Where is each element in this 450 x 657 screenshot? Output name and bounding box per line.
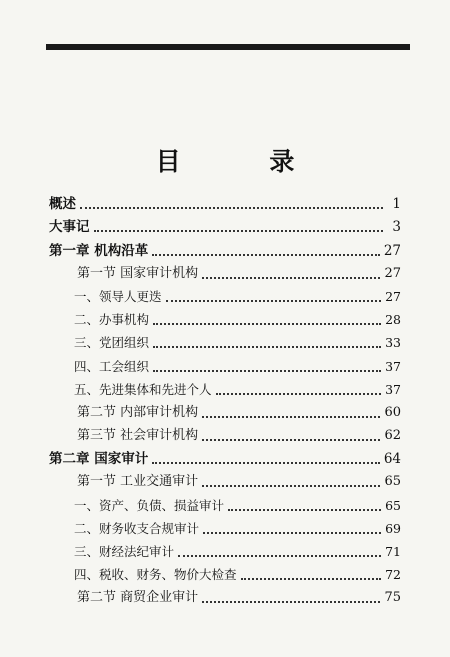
toc-entry-label: 概述 [49, 196, 76, 213]
page-title: 目 录 [155, 147, 335, 176]
toc-entry-page: 33 [385, 335, 401, 351]
dot-leader [202, 415, 380, 418]
toc-entry-page: 1 [392, 196, 401, 213]
toc-entry-page: 27 [384, 265, 401, 281]
toc-entry[interactable] [49, 235, 401, 258]
toc-entry-label: 五、先进集体和先进个人 [74, 381, 212, 397]
toc-entry-label: 三、财经法纪审计 [74, 544, 175, 559]
toc-entry-label: 一、领导人更迭 [74, 288, 162, 304]
toc-entry-page: 64 [383, 451, 401, 468]
toc-entry-label: 第三节 社会审计机构 [77, 428, 199, 444]
toc-entry[interactable] [49, 305, 401, 328]
toc-entry[interactable] [49, 375, 401, 398]
toc-entry-page: 37 [385, 358, 401, 374]
toc-entry-label: 一、资产、负债、损益审计 [74, 497, 225, 513]
toc-entry-page: 71 [385, 544, 401, 559]
toc-entry-label: 第二章 国家审计 [49, 451, 149, 468]
toc-entry-page: 65 [385, 497, 401, 513]
toc-entry-label: 二、办事机构 [74, 312, 150, 328]
table-of-contents [49, 189, 401, 606]
toc-entry[interactable] [49, 189, 401, 212]
toc-entry-page: 60 [384, 404, 401, 420]
dot-leader [152, 253, 380, 256]
toc-entry-label: 四、税收、财务、物价大检查 [74, 567, 237, 583]
dot-leader [94, 229, 384, 232]
toc-entry[interactable] [49, 514, 401, 537]
toc-entry[interactable] [49, 467, 401, 490]
toc-entry-page: 37 [385, 381, 401, 397]
dot-leader [202, 276, 380, 279]
toc-entry-page: 27 [385, 288, 401, 304]
toc-entry[interactable] [49, 259, 401, 282]
toc-entry[interactable] [49, 560, 401, 583]
toc-entry-label: 第一节 国家审计机构 [77, 265, 199, 281]
toc-entry[interactable] [49, 490, 401, 513]
dot-leader [80, 206, 383, 209]
dot-leader [228, 508, 381, 511]
toc-entry-label: 第一节 工业交通审计 [77, 474, 199, 490]
dot-leader [153, 345, 381, 348]
toc-entry-page: 3 [392, 219, 401, 236]
toc-entry-label: 大事记 [49, 219, 90, 236]
dot-leader [216, 392, 382, 395]
toc-entry-page: 62 [384, 428, 401, 444]
toc-entry[interactable] [49, 212, 401, 235]
dot-leader [166, 299, 382, 302]
toc-entry-page: 72 [385, 567, 401, 583]
toc-entry-label: 第二节 商贸企业审计 [77, 590, 199, 606]
toc-entry[interactable] [49, 444, 401, 467]
dot-leader [202, 484, 380, 487]
top-rule [46, 44, 410, 50]
dot-leader [202, 600, 380, 603]
toc-entry[interactable] [49, 282, 401, 305]
dot-leader [153, 322, 381, 325]
toc-entry-label: 二、财务收支合规审计 [74, 520, 200, 536]
dot-leader [178, 554, 381, 557]
toc-entry-page: 75 [384, 590, 401, 606]
toc-entry-label: 第一章 机构沿革 [49, 242, 149, 259]
toc-entry-label: 三、党团组织 [74, 335, 150, 351]
toc-entry-page: 27 [383, 242, 401, 259]
toc-entry[interactable] [49, 351, 401, 374]
toc-entry-label: 四、工会组织 [74, 358, 150, 374]
toc-entry-page: 69 [385, 520, 401, 536]
toc-entry-page: 28 [385, 312, 401, 328]
dot-leader [203, 531, 381, 534]
toc-entry-page: 65 [384, 474, 401, 490]
toc-entry[interactable] [49, 421, 401, 444]
toc-entry[interactable] [49, 328, 401, 351]
toc-entry-label: 第二节 内部审计机构 [77, 404, 199, 420]
toc-entry[interactable] [49, 583, 401, 606]
dot-leader [241, 577, 382, 580]
toc-entry[interactable] [49, 537, 401, 560]
toc-entry[interactable] [49, 398, 401, 421]
dot-leader [202, 438, 380, 441]
dot-leader [153, 369, 381, 372]
dot-leader [152, 461, 380, 464]
